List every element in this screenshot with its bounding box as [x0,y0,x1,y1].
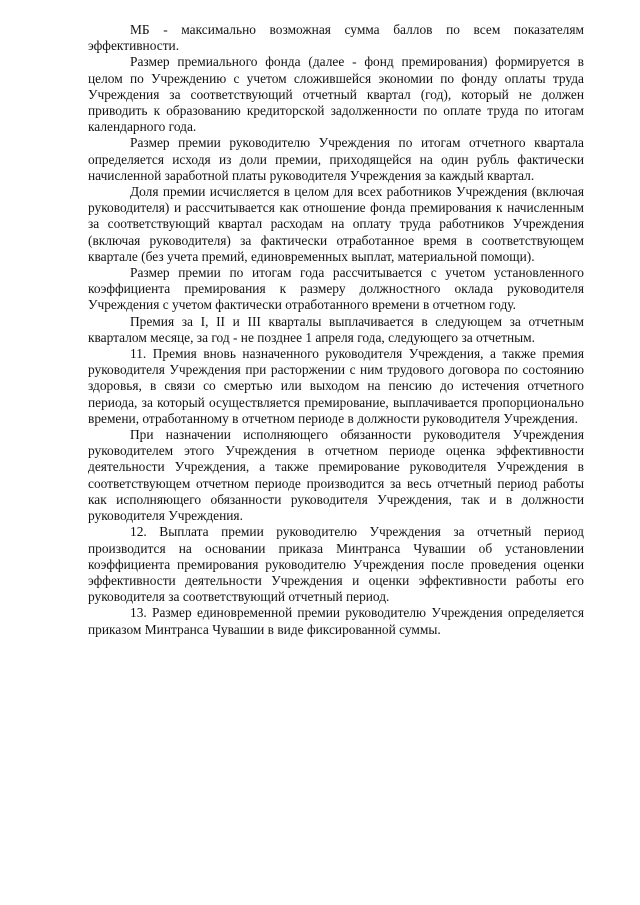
paragraph-acting-head: При назначении исполняющего обязанности руководителя Учреждения руководителем этого Учреждения в отчетном периоде оценка эффективности деятельности Учреждения, а также премирование руководителя Учреждения в соответствующем отчетном периоде производится за весь отчетный период работы как исполняющего обязанности руководителя Учреждения, так и в должности руководителя Учреждения. [88,427,584,524]
paragraph-annual-bonus: Размер премии по итогам года рассчитывается с учетом установленного коэффициента премирования к размеру должностного оклада руководителя Учреждения с учетом фактически отработанного времени в отчетном году. [88,265,584,313]
paragraph-quarterly-bonus-size: Размер премии руководителю Учреждения по итогам отчетного квартала определяется исходя из доли премии, приходящейся на один рубль фактически начисленной заработной платы руководителя Учреждения за каждый квартал. [88,135,584,183]
paragraph-section-12: 12. Выплата премии руководителю Учреждения за отчетный период производится на основании приказа Минтранса Чувашии об установлении коэффициента премирования руководителю Учреждения после проведения оценки эффективности деятельности Учреждения и оценки эффективности работы его руководителя за соответствующий отчетный период. [88,524,584,605]
paragraph-mb-definition: МБ - максимально возможная сумма баллов по всем показателям эффективности. [88,22,584,54]
paragraph-section-13: 13. Размер единовременной премии руководителю Учреждения определяется приказом Минтранса Чувашии в виде фиксированной суммы. [88,605,584,637]
paragraph-section-11: 11. Премия вновь назначенного руководителя Учреждения, а также премия руководителя Учреждения при расторжении с ним трудового договора по состоянию здоровья, в связи со смертью или выходом на пенсию до истечения отчетного периода, за который осуществляется премирование, выплачивается пропорционально времени, отработанному в отчетном периоде в должности руководителя Учреждения. [88,346,584,426]
paragraph-payment-timing: Премия за I, II и III кварталы выплачивается в следующем за отчетным кварталом месяце, за год - не позднее 1 апреля года, следующего за отчетным. [88,313,584,345]
paragraph-bonus-fund: Размер премиального фонда (далее - фонд премирования) формируется в целом по Учреждению с учетом сложившейся экономии по фонду оплаты труда Учреждения за соответствующий отчетный квартал (год), который не должен приводить к образованию кредиторской задолженности по оплате труда по итогам календарного года. [88,54,584,135]
paragraph-bonus-share: Доля премии исчисляется в целом для всех работников Учреждения (включая руководителя) и рассчитывается как отношение фонда премирования к начисленным за соответствующий квартал расходам на оплату труда работников Учреждения (включая руководителя) за фактически отработанное время в соответствующем квартале (без учета премий, единовременных выплат, материальной помощи). [88,184,584,264]
document-body [88,22,584,638]
